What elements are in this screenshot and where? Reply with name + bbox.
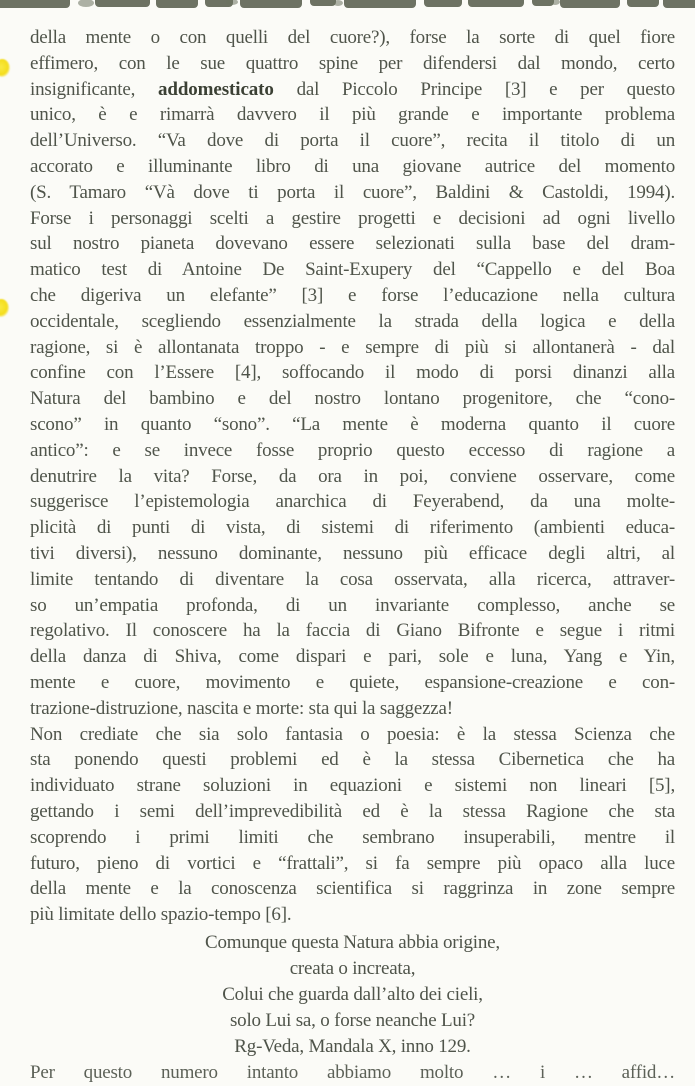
text-line: gettando i semi dell’imprevedibilità ed è la stessa Ragione che sta (30, 800, 675, 822)
body-paragraphs (30, 25, 675, 928)
page-body-text (30, 25, 675, 1086)
text-line (30, 77, 675, 103)
text-line: individuato strane soluzioni in equazioni e sistemi non lineari [5], (30, 775, 675, 797)
text-line: denutrire la vita? Forse, da ora in poi, conviene osservare, come (30, 465, 675, 487)
text-line: Natura del bambino e del nostro lontano progenitore, che “cono- (30, 388, 675, 410)
text-line: limite tentando di diventare la cosa osservata, alla ricerca, attraver- (30, 568, 675, 590)
text-line (30, 696, 675, 722)
text-line: suggerisce l’epistemologia anarchica di Feyerabend, da una molte- (30, 491, 675, 513)
text-segment: più limitate dello spazio-tempo [6]. (30, 904, 292, 926)
text-line: ragione, si è allontanata troppo - e sempre di più si allontanerà - dal (30, 336, 675, 358)
text-line: sul nostro pianeta dovevano essere selezionati sulla base del dram- (30, 233, 675, 255)
text-line: futuro, pieno di vortici e “frattali”, si fa sempre più opaco alla luce (30, 852, 675, 874)
text-line: effimero, con le sue quattro spine per difendersi dal mondo, certo (30, 52, 675, 74)
poem-line: creata o increata, (289, 957, 416, 979)
text-line: antico”: e se invece fosse proprio questo eccesso di ragione a (30, 439, 675, 461)
text-line: scono” in quanto “sono”. “La mente è moderna quanto il cuore (30, 413, 675, 435)
text-line: Non crediate che sia solo fantasia o poesia: è la stessa Scienza che (30, 723, 675, 745)
scan-top-band-artifact (0, 0, 695, 13)
text-line: matico test di Antoine De Saint-Exupery del “Cappello e del Boa (30, 259, 675, 281)
text-line: so un’empatia profonda, di un invariante complesso, anche se (30, 594, 675, 616)
poem-line: Comunque questa Natura abbia origine, (205, 931, 500, 953)
text-line: tivi diversi), nessuno dominante, nessuno più efficace degli altri, al (30, 542, 675, 564)
text-line: scoprendo i primi limiti che sembrano insuperabili, mentre il (30, 826, 675, 848)
text-line: della mente e la conoscenza scientifica si raggrinza in zone sempre (30, 878, 675, 900)
top-band-blobs (0, 0, 695, 13)
text-line: della danza di Shiva, come dispari e pari, sole e luna, Yang e Yin, (30, 646, 675, 668)
cut-off-bottom-line: Per questo numero intanto abbiamo molto … i … affid… (30, 1061, 675, 1083)
text-line: della mente o con quelli del cuore?), forse la sorte di quel fiore (30, 27, 675, 48)
text-line: confine con l’Essere [4], soffocando il modo di porsi dinanzi alla (30, 362, 675, 384)
text-line (30, 902, 675, 928)
margin-highlight-dot-1 (0, 59, 10, 77)
text-line: che digeriva un elefante” [3] e forse l’educazione nella cultura (30, 284, 675, 306)
text-segment: insignificante, (30, 78, 158, 100)
text-line: unico, è e rimarrà davvero il più grande e importante problema (30, 104, 675, 126)
text-line: Forse i personaggi scelti a gestire progetti e decisioni ad ogni livello (30, 207, 675, 229)
text-line: accorato e illuminante libro di una giovane autrice del momento (30, 155, 675, 177)
poem-line: Rg-Veda, Mandala X, inno 129. (234, 1035, 471, 1057)
text-line: dell’Universo. “Va dove di porta il cuore”, recita il titolo di un (30, 130, 675, 152)
bold-word: addomesticato (157, 78, 274, 100)
text-line: mente e cuore, movimento e quiete, espansione-creazione e con- (30, 671, 675, 693)
text-line: sta ponendo questi problemi ed è la stessa Cibernetica che ha (30, 749, 675, 771)
text-segment: dal Piccolo Principe [3] e per questo (273, 78, 676, 100)
text-segment: trazione-distruzione, nascita e morte: sta qui la saggezza! (30, 697, 453, 719)
text-line: occidentale, scegliendo essenzialmente la strada della logica e della (30, 310, 675, 332)
text-line: regolativo. Il conoscere ha la faccia di Giano Bifronte e segue i ritmi (30, 620, 675, 642)
margin-highlight-dot-2 (0, 299, 9, 317)
text-line: (S. Tamaro “Và dove ti porta il cuore”, Baldini & Castoldi, 1994). (30, 181, 675, 203)
poem-line: Colui che guarda dall’alto dei cieli, (222, 983, 483, 1005)
rgveda-quotation (30, 930, 675, 1060)
poem-line: solo Lui sa, o forse neanche Lui? (229, 1009, 476, 1031)
text-line: plicità di punti di vista, di sistemi di riferimento (ambienti educa- (30, 517, 675, 539)
